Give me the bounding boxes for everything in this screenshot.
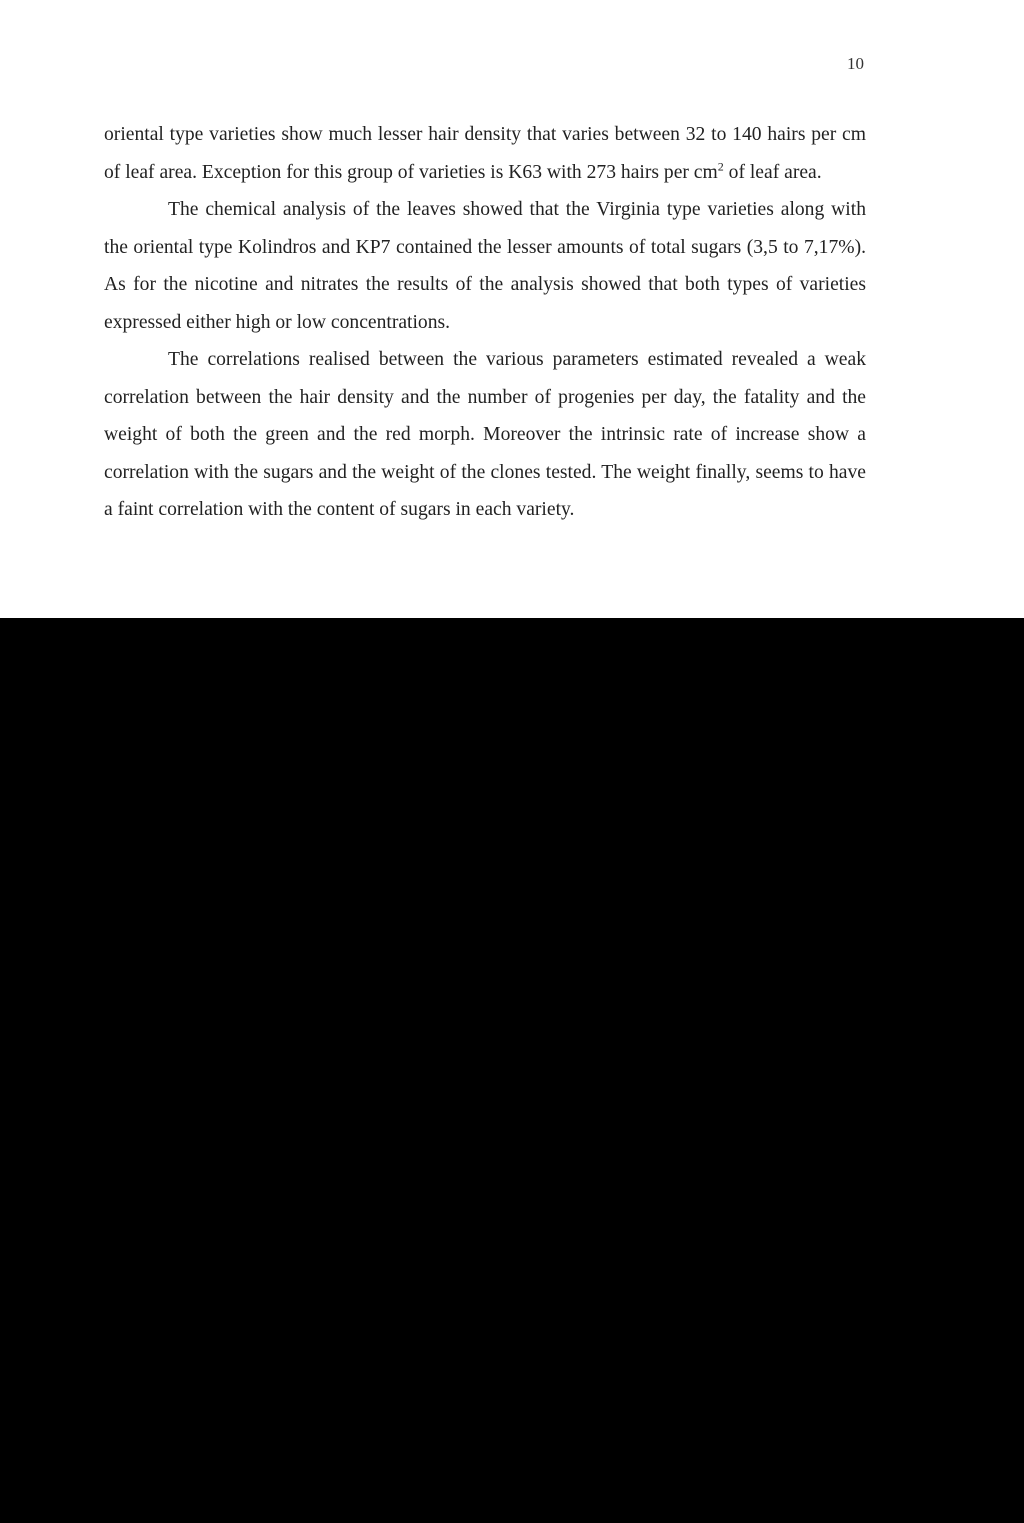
- superscript-2: 2: [717, 158, 724, 173]
- paragraph-3: The correlations realised between the various parameters estimated revealed a weak correlation between the hair density and the number of progenies per day, the fatality and the weight of both the green and the red morph. Moreover the intrinsic rate of increase show a correlation with the sugars and the weight of the clones tested. The weight finally, seems to have a faint correlation with the content of sugars in each variety.: [104, 349, 866, 520]
- paragraph-1: [104, 116, 866, 191]
- page-number: 10: [847, 54, 864, 73]
- body-text: [104, 116, 866, 529]
- paragraph-1-text-c: of leaf area.: [723, 161, 822, 183]
- paragraph-1-text-b: of leaf area. Exception for this group of varieties is K63 with 273 hairs per cm: [104, 161, 718, 183]
- paragraph-1-text-a: oriental type varieties show much lesser hair density that varies between 32 to 140 hairs per cm: [104, 124, 866, 145]
- paragraph-2: The chemical analysis of the leaves showed that the Virginia type varieties along with the oriental type Kolindros and KP7 contained the lesser amounts of total sugars (3,5 to 7,17%). As for the nicotine and nitrates the results of the analysis showed that both types of varieties expressed either high or low concentrations.: [104, 199, 866, 333]
- black-lower-area: [0, 618, 1024, 1523]
